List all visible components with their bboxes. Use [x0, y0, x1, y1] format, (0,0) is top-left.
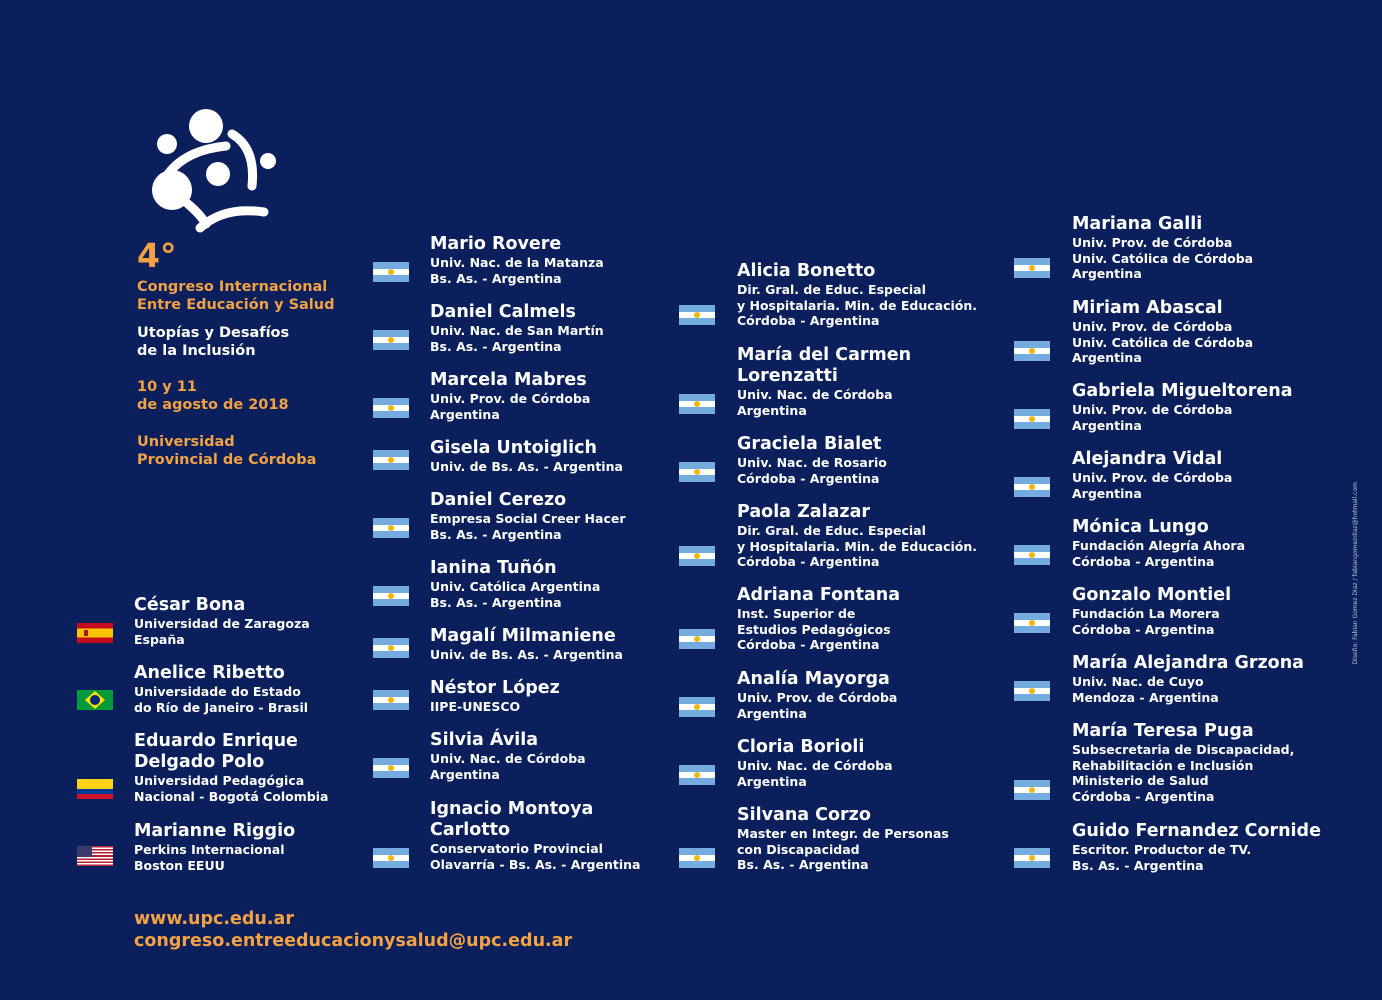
argentina-flag-icon: [373, 586, 409, 606]
speaker-entry: Daniel Calmels Univ. Nac. de San Martín Bs. As. - Argentina: [430, 302, 604, 354]
argentina-flag-icon: [373, 638, 409, 658]
speaker-entry: María Teresa Puga Subsecretaria de Discapacidad, Rehabilitación e Inclusión Ministerio de Salud Córdoba - Argentina: [1072, 721, 1295, 804]
congress-subtitle: Utopías y Desafíos de la Inclusión: [137, 325, 290, 359]
argentina-flag-icon: [373, 450, 409, 470]
congress-logo: [148, 104, 280, 234]
argentina-flag-icon: [373, 690, 409, 710]
brazil-flag-icon: [77, 690, 113, 710]
argentina-flag-icon: [1014, 409, 1050, 429]
speaker-entry: Gonzalo Montiel Fundación La Morera Córdoba - Argentina: [1072, 585, 1232, 637]
argentina-flag-icon: [1014, 341, 1050, 361]
argentina-flag-icon: [679, 394, 715, 414]
argentina-flag-icon: [373, 758, 409, 778]
speaker-entry: Mariana Galli Univ. Prov. de Córdoba Univ. Católica de Córdoba Argentina: [1072, 214, 1254, 282]
speaker-entry: Ignacio Montoya Carlotto Conservatorio Provincial Olavarría - Bs. As. - Argentina: [430, 799, 641, 872]
argentina-flag-icon: [373, 398, 409, 418]
spain-flag-icon: [77, 623, 113, 643]
argentina-flag-icon: [1014, 477, 1050, 497]
argentina-flag-icon: [679, 629, 715, 649]
speaker-entry: Silvia Ávila Univ. Nac. de Córdoba Argentina: [430, 730, 586, 782]
congress-venue: Universidad Provincial de Córdoba: [137, 434, 317, 468]
congress-dates: 10 y 11 de agosto de 2018: [137, 379, 289, 413]
speaker-entry: Miriam Abascal Univ. Prov. de Córdoba Univ. Católica de Córdoba Argentina: [1072, 298, 1254, 366]
argentina-flag-icon: [679, 462, 715, 482]
speaker-entry: Gisela Untoiglich Univ. de Bs. As. - Argentina: [430, 438, 623, 474]
congress-title: Congreso Internacional Entre Educación y Salud: [137, 279, 335, 313]
colombia-flag-icon: [77, 779, 113, 799]
speaker-entry: Alicia Bonetto Dir. Gral. de Educ. Especial y Hospitalaria. Min. de Educación. Córdoba - Argentina: [737, 261, 977, 329]
speaker-entry: Alejandra Vidal Univ. Prov. de Córdoba Argentina: [1072, 449, 1233, 501]
argentina-flag-icon: [1014, 681, 1050, 701]
email-link[interactable]: congreso.entreeducacionysalud@upc.edu.ar: [134, 931, 573, 951]
speaker-entry: Anelice Ribetto Universidade do Estado do Río de Janeiro - Brasil: [134, 663, 309, 715]
argentina-flag-icon: [1014, 613, 1050, 633]
speaker-entry: Magalí Milmaniene Univ. de Bs. As. - Argentina: [430, 626, 623, 662]
speaker-entry: Gabriela Migueltorena Univ. Prov. de Córdoba Argentina: [1072, 381, 1293, 433]
speaker-entry: Daniel Cerezo Empresa Social Creer Hacer Bs. As. - Argentina: [430, 490, 626, 542]
speaker-entry: Marcela Mabres Univ. Prov. de Córdoba Argentina: [430, 370, 591, 422]
argentina-flag-icon: [1014, 848, 1050, 868]
speaker-entry: César Bona Universidad de Zaragoza España: [134, 595, 310, 647]
argentina-flag-icon: [679, 697, 715, 717]
argentina-flag-icon: [373, 262, 409, 282]
speaker-entry: Cloria Borioli Univ. Nac. de Córdoba Argentina: [737, 737, 893, 789]
argentina-flag-icon: [1014, 545, 1050, 565]
website-link[interactable]: www.upc.edu.ar: [134, 909, 294, 929]
speaker-entry: Ianina Tuñón Univ. Católica Argentina Bs. As. - Argentina: [430, 558, 601, 610]
speaker-entry: Guido Fernandez Cornide Escritor. Productor de TV. Bs. As. - Argentina: [1072, 821, 1321, 873]
argentina-flag-icon: [679, 305, 715, 325]
designer-credit: Diseño: Fabian Gomez Diaz / fabiangomezdiaz@hotmail.com: [1352, 482, 1359, 665]
speaker-entry: María Alejandra Grzona Univ. Nac. de Cuyo Mendoza - Argentina: [1072, 653, 1304, 705]
argentina-flag-icon: [1014, 258, 1050, 278]
argentina-flag-icon: [679, 765, 715, 785]
speaker-entry: Eduardo Enrique Delgado Polo Universidad Pedagógica Nacional - Bogotá Colombia: [134, 731, 329, 804]
argentina-flag-icon: [1014, 780, 1050, 800]
speaker-entry: María del Carmen Lorenzatti Univ. Nac. de Córdoba Argentina: [737, 345, 912, 418]
speaker-entry: Mario Rovere Univ. Nac. de la Matanza Bs. As. - Argentina: [430, 234, 604, 286]
speaker-entry: Marianne Riggio Perkins Internacional Boston EEUU: [134, 821, 296, 873]
argentina-flag-icon: [373, 518, 409, 538]
speaker-entry: Graciela Bialet Univ. Nac. de Rosario Córdoba - Argentina: [737, 434, 887, 486]
usa-flag-icon: [77, 846, 113, 866]
argentina-flag-icon: [373, 330, 409, 350]
speaker-entry: Mónica Lungo Fundación Alegría Ahora Córdoba - Argentina: [1072, 517, 1246, 569]
speaker-entry: Silvana Corzo Master en Integr. de Personas con Discapacidad Bs. As. - Argentina: [737, 805, 949, 873]
speaker-entry: Paola Zalazar Dir. Gral. de Educ. Especial y Hospitalaria. Min. de Educación. Córdoba - Argentina: [737, 502, 977, 570]
edition-number: 4°: [137, 236, 177, 275]
argentina-flag-icon: [679, 848, 715, 868]
argentina-flag-icon: [679, 546, 715, 566]
argentina-flag-icon: [373, 848, 409, 868]
speaker-entry: Analía Mayorga Univ. Prov. de Córdoba Argentina: [737, 669, 898, 721]
speaker-entry: Néstor López IIPE-UNESCO: [430, 678, 560, 714]
speaker-entry: Adriana Fontana Inst. Superior de Estudios Pedagógicos Córdoba - Argentina: [737, 585, 901, 653]
